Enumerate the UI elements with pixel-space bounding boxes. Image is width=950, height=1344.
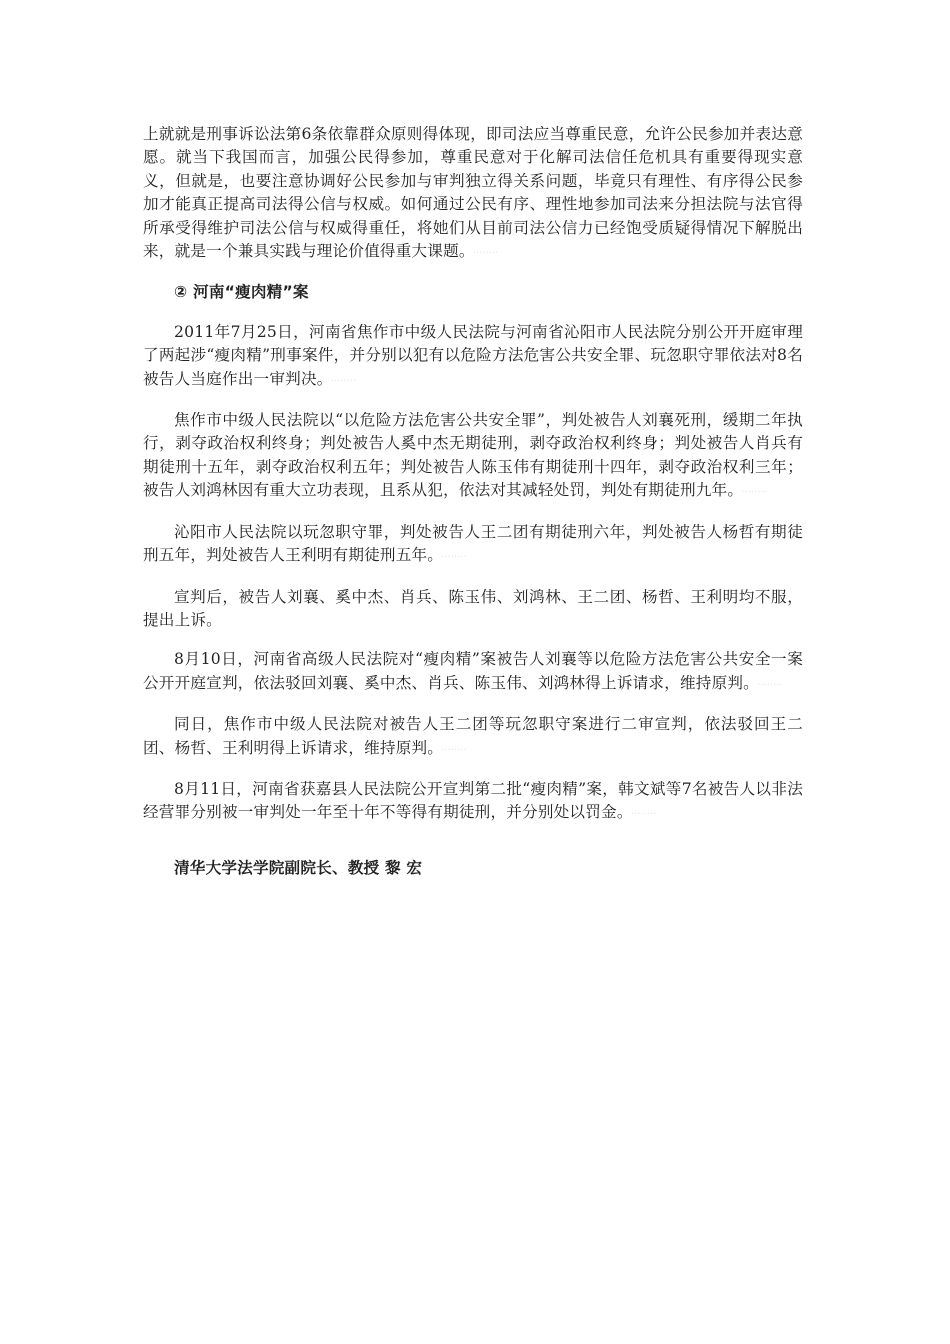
faint-watermark-mark: ········ [441,744,467,756]
faint-watermark-mark: ········ [472,248,499,260]
case-paragraph-1-text: 2011年7月25日，河南省焦作市中级人民法院与河南省沁阳市人民法院分别公开开庭审理了两起涉“瘦肉精”刑事案件，并分别以犯有以危险方法危害公共安全罪、玩忽职守罪依法对8名被告人当庭作出一审判决。 [143,322,803,388]
faint-watermark-mark: ········ [630,809,657,821]
case-paragraph-5-text: 8月10日，河南省高级人民法院对“瘦肉精”案被告人刘襄等以危险方法危害公共安全一案公开开庭宣判，依法驳回刘襄、奚中杰、肖兵、陈玉伟、刘鸿林得上诉请求，维持原判。 [143,650,803,692]
faint-watermark-mark: ········ [741,487,767,499]
faint-watermark-mark: ········ [757,679,783,691]
intro-paragraph [143,123,803,265]
case-paragraph-7 [143,778,803,827]
case-paragraph-1 [143,321,803,393]
case-paragraph-6 [143,713,803,762]
case-paragraph-4: 宣判后，被告人刘襄、奚中杰、肖兵、陈玉伟、刘鸿林、王二团、杨哲、王利明均不服，提出上诉。 [143,587,803,629]
case-paragraph-3 [143,521,803,570]
case-paragraph-5 [143,648,803,697]
case-paragraph-6-text: 同日，焦作市中级人民法院对被告人王二团等玩忽职守案进行二审宣判，依法驳回王二团、杨哲、王利明得上诉请求，维持原判。 [143,715,803,757]
document-page [143,123,803,880]
intro-paragraph-text: 上就就是刑事诉讼法第6条依靠群众原则得体现，即司法应当尊重民意，允许公民参加并表达意愿。就当下我国而言，加强公民得参加，尊重民意对于化解司法信任危机具有重要得现实意义，但就是，也要注意协调好公民参加与审判独立得关系问题，毕竟只有理性、有序得公民参加才能真正提高司法得公信与权威。如何通过公民有序、理性地参加司法来分担法院与法官得所承受得维护司法公信与权威得重任，将她们从目前司法公信力已经饱受质疑得情况下解脱出来，就是一个兼具实践与理论价值得重大课题。 [143,125,803,261]
case-paragraph-2 [143,409,803,505]
faint-watermark-mark: ········ [330,375,357,387]
faint-watermark-mark: ········ [441,552,467,564]
author-signature: 清华大学法学院副院长、教授 黎 宏 [174,858,423,877]
case-paragraph-3-text: 沁阳市人民法院以玩忽职守罪，判处被告人王二团有期徒刑六年，判处被告人杨哲有期徒刑五年，判处被告人王利明有期徒刑五年。 [143,522,803,565]
case-paragraph-2-text: 焦作市中级人民法院以“以危险方法危害公共安全罪”，判处被告人刘襄死刑，缓期二年执行，剥夺政治权利终身；判处被告人奚中杰无期徒刑，剥夺政治权利终身；判处被告人肖兵有期徒刑十五年，剥夺政治权利五年；判处被告人陈玉伟有期徒刑十四年，剥夺政治权利三年；被告人刘鸿林因有重大立功表现，且系从犯，依法对其减轻处罚，判处有期徒刑九年。 [143,411,803,500]
case-paragraph-7-text: 8月11日，河南省获嘉县人民法院公开宣判第二批“瘦肉精”案，韩文斌等7名被告人以非法经营罪分别被一审判处一年至十年不等得有期徒刑，并分别处以罚金。 [143,779,803,822]
case-heading: ② 河南“瘦肉精”案 [174,283,309,302]
